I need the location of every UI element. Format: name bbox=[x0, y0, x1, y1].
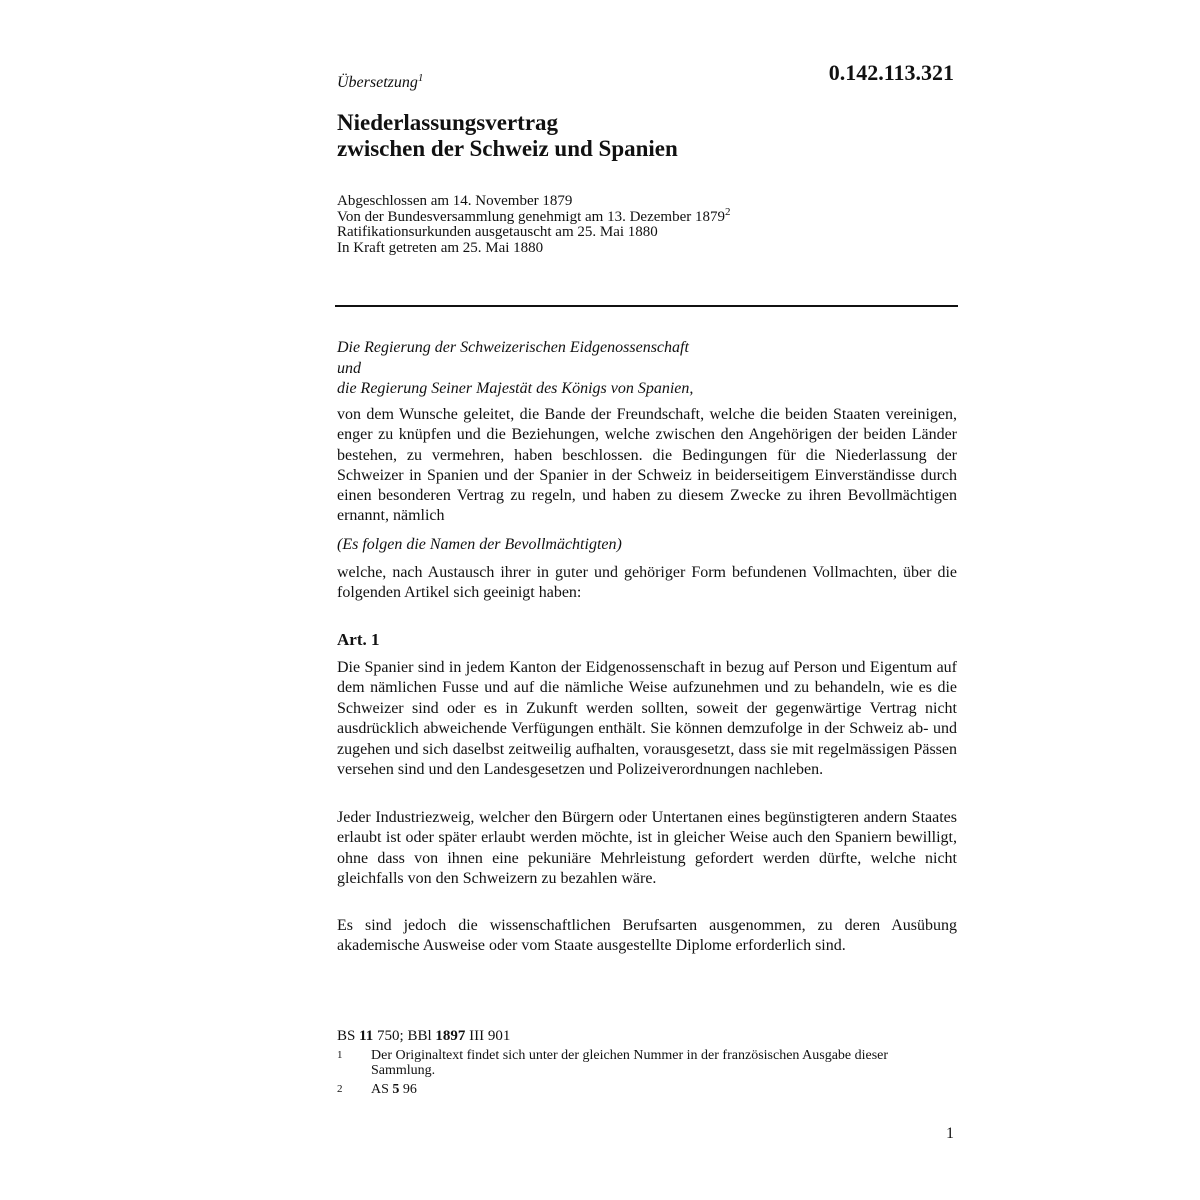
footnote-as: AS bbox=[371, 1082, 389, 1097]
party-spain: die Regierung Seiner Majestät des Königs von Spanien, bbox=[337, 380, 694, 397]
document-title bbox=[337, 110, 678, 162]
approved-date bbox=[337, 205, 731, 226]
title-line-2: zwischen der Schweiz und Spanien bbox=[337, 136, 678, 161]
footnote-text: Der Originaltext findet sich unter der gleichen Nummer in der französischen Ausgabe dieser Sammlung. bbox=[371, 1048, 889, 1078]
source-bbl-ref: III 901 bbox=[469, 1028, 511, 1044]
source-bs: BS bbox=[337, 1028, 356, 1044]
source-reference bbox=[337, 1028, 510, 1045]
article-heading: Art. 1 bbox=[337, 630, 380, 649]
ratified-date: Ratifikationsurkunden ausgetauscht am 25. Mai 1880 bbox=[337, 224, 658, 240]
footnote-ref-1[interactable]: 1 bbox=[417, 72, 424, 84]
party-switzerland: Die Regierung der Schweizerischen Eidgenossenschaft bbox=[337, 339, 689, 356]
agreement-text: welche, nach Austausch ihrer in guter und gehöriger Form befundenen Vollmachten, über die folgenden Artikel sich geeinigt haben: bbox=[337, 564, 957, 601]
footnote-number: 2 bbox=[337, 1083, 343, 1095]
footnote-as-page: 96 bbox=[402, 1082, 417, 1097]
footnote-text bbox=[371, 1082, 941, 1097]
source-bbl-year: 1897 bbox=[435, 1028, 466, 1044]
translation-label bbox=[337, 74, 423, 92]
preamble-parties bbox=[337, 338, 957, 400]
article-paragraph: Es sind jedoch die wissenschaftlichen Berufsarten ausgenommen, zu deren Ausübung akademische Ausweise oder vom Staate ausgestellte Diplome erforderlich sind. bbox=[337, 917, 957, 955]
footnote-number: 1 bbox=[337, 1049, 343, 1061]
title-line-1: Niederlassungsvertrag bbox=[337, 110, 559, 135]
article-paragraph: Die Spanier sind in jedem Kanton der Eidgenossenschaft in bezug auf Person und Eigentum auf dem nämlichen Fusse und auf die nämliche Weise aufzunehmen und zu behandeln, wie es die Schweizer sind oder es in Zukunft werden sollten, soweit der gegenwärtige Vertrag nicht ausdrücklich abweichende Verfügungen enthält. Sie können demzufolge in der Schweiz ab- und zugehen und sich daselbst zeitweilig aufhalten, vorausgesetzt, dass sie mit regelmässigen Pässen versehen sind und den Landesgesetzen und Polizeiverordnungen nachleben. bbox=[337, 659, 957, 779]
footnote-as-volume: 5 bbox=[392, 1082, 400, 1097]
sr-number: 0.142.113.321 bbox=[828, 60, 954, 85]
source-bs-volume: 11 bbox=[359, 1028, 374, 1044]
footnote-ref-2[interactable]: 2 bbox=[724, 205, 731, 218]
footnote-2 bbox=[337, 1082, 937, 1100]
in-force-date: In Kraft getreten am 25. Mai 1880 bbox=[337, 239, 544, 256]
horizontal-rule bbox=[335, 305, 958, 307]
approved-date-text: Von der Bundesversammlung genehmigt am 13. Dezember 1879 bbox=[337, 208, 725, 225]
source-bs-page: 750; BBl bbox=[377, 1028, 432, 1044]
preamble-text: von dem Wunsche geleitet, die Bande der Freundschaft, welche die beiden Staaten vereinigen, enger zu knüpfen und die Beziehungen, welche zwischen den Angehörigen der beiden Länder bestehen, zu vermehren, haben beschlossen. die Bedingungen für die Niederlassung der Schweizer in Spanien und der Spanier in der Schweiz in beiderseitigem Einverständisse durch einen besonderen Vertrag zu regeln, und haben zu diesem Zwecke zu ihren Bevollmächtigen ernannt, nämlich bbox=[337, 406, 957, 525]
footnote-1 bbox=[337, 1048, 937, 1080]
translation-label-text: Übersetzung bbox=[337, 74, 418, 91]
plenipotentiaries-note: (Es folgen die Namen der Bevollmächtigten) bbox=[337, 536, 622, 553]
treaty-dates bbox=[337, 194, 730, 256]
party-conjunction: und bbox=[337, 359, 361, 377]
article-paragraph: Jeder Industriezweig, welcher den Bürgern oder Untertanen eines begünstigteren andern Staates erlaubt ist oder später erlaubt werden möchte, ist in gleicher Weise auch den Spaniern bewilligt, ohne dass von ihnen eine pekuniäre Mehrleistung gefordert werden dürfte, welche nicht gleichfalls von den Schweizern zu bezahlen wäre. bbox=[337, 809, 957, 888]
concluded-date: Abgeschlossen am 14. November 1879 bbox=[337, 193, 573, 209]
page-number: 1 bbox=[946, 1125, 954, 1142]
